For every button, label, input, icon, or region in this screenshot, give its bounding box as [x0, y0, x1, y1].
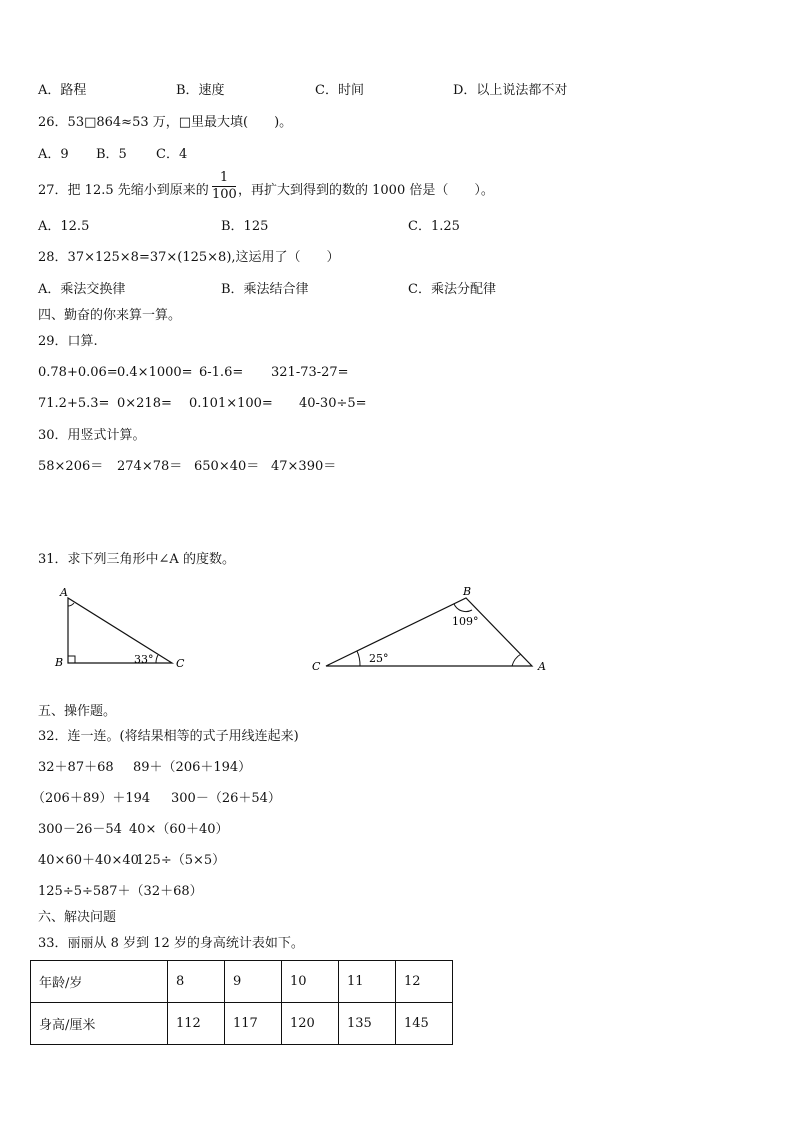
q28-option-a: A．乘法交换律	[38, 282, 126, 297]
tri2-angle-c: 25°	[369, 652, 389, 665]
q31-title: 31．求下列三角形中∠A 的度数。	[38, 552, 235, 567]
q32-left-expr: 40×60＋40×40	[38, 853, 139, 868]
q26-option-c: C．4	[156, 147, 188, 162]
q29-item: 0.78+0.06=	[38, 365, 118, 380]
q30-item: 58×206＝	[38, 459, 104, 474]
q32-title: 32．连一连。(将结果相等的式子用线连起来)	[38, 729, 299, 744]
section-6-heading: 六、解决问题	[38, 910, 117, 925]
tri2-angle-b: 109°	[452, 615, 479, 628]
q29-item: 71.2+5.3=	[38, 396, 110, 411]
q29-item: 0×218=	[117, 396, 172, 411]
q30-title: 30．用竖式计算。	[38, 428, 146, 443]
table-cell: 年龄/岁	[31, 961, 168, 1003]
tri1-label-a: A	[60, 586, 68, 599]
table-cell: 12	[396, 961, 453, 1003]
section-4-heading: 四、勤奋的你来算一算。	[38, 308, 182, 323]
q27-stem-before: 27．把 12.5 先缩小到原来的	[38, 183, 209, 198]
height-table	[30, 960, 453, 1045]
q27-fraction	[212, 170, 236, 203]
table-cell: 身高/厘米	[31, 1003, 168, 1045]
table-cell: 8	[168, 961, 225, 1003]
table-cell: 9	[225, 961, 282, 1003]
q32-right-expr: 125÷（5×5）	[136, 853, 226, 868]
q28-stem: 28．37×125×8=37×(125×8),这运用了（ ）	[38, 250, 340, 265]
table-row	[31, 1003, 453, 1045]
q30-item: 650×40＝	[194, 459, 260, 474]
q29-item: 321-73-27=	[271, 365, 349, 380]
triangle-1	[54, 586, 185, 670]
q30-item: 47×390＝	[271, 459, 337, 474]
q25-option-d: D．以上说法都不对	[453, 83, 568, 98]
tri1-angle-c: 33°	[134, 653, 154, 666]
q26-option-a: A．9	[38, 147, 69, 162]
q27-option-b: B．125	[221, 219, 269, 234]
section-5-heading: 五、操作题。	[38, 704, 117, 719]
q33-title: 33．丽丽从 8 岁到 12 岁的身高统计表如下。	[38, 936, 304, 951]
q27-stem-after: ，再扩大到得到的数的 1000 倍是（ ）。	[238, 183, 494, 198]
q29-item: 6-1.6=	[199, 365, 244, 380]
q32-left-expr: 125÷5÷5	[38, 884, 102, 899]
q32-right-expr: 89＋（206＋194）	[133, 760, 252, 775]
q26-option-b: B．5	[96, 147, 127, 162]
tri2-label-a: A	[538, 660, 546, 673]
q32-left-expr: （206＋89）＋194	[32, 791, 151, 806]
table-cell: 145	[396, 1003, 453, 1045]
table-cell: 112	[168, 1003, 225, 1045]
q28-option-b: B．乘法结合律	[221, 282, 309, 297]
q29-item: 0.4×1000=	[117, 365, 193, 380]
q29-item: 0.101×100=	[189, 396, 273, 411]
q28-option-c: C．乘法分配律	[408, 282, 496, 297]
q29-title: 29．口算.	[38, 334, 98, 349]
triangle-2	[312, 585, 546, 673]
table-cell: 10	[282, 961, 339, 1003]
q26-stem: 26．53□864≈53 万，□里最大填( )。	[38, 115, 293, 130]
q31-triangles	[0, 580, 794, 680]
q27-option-a: A．12.5	[38, 219, 90, 234]
q30-item: 274×78＝	[117, 459, 183, 474]
tri1-label-c: C	[176, 657, 185, 670]
q25-option-b: B．速度	[176, 83, 225, 98]
q27-option-c: C．1.25	[408, 219, 460, 234]
table-cell: 135	[339, 1003, 396, 1045]
q25-option-c: C．时间	[315, 83, 364, 98]
q27-fraction-denominator: 100	[212, 187, 237, 202]
tri2-label-b: B	[463, 585, 472, 598]
table-cell: 120	[282, 1003, 339, 1045]
q27-fraction-numerator: 1	[219, 170, 229, 185]
q32-left-expr: 300－26－54	[38, 822, 122, 837]
q32-right-expr: 40×（60＋40）	[129, 822, 229, 837]
table-row	[31, 961, 453, 1003]
q32-right-expr: 300－（26＋54）	[171, 791, 281, 806]
table-cell: 117	[225, 1003, 282, 1045]
q32-right-expr: 87＋（32＋68）	[101, 884, 203, 899]
tri2-label-c: C	[312, 660, 321, 673]
q25-option-a: A．路程	[38, 83, 87, 98]
q32-left-expr: 32＋87＋68	[38, 760, 114, 775]
table-cell: 11	[339, 961, 396, 1003]
tri1-label-b: B	[55, 656, 64, 669]
q29-item: 40-30÷5=	[299, 396, 367, 411]
